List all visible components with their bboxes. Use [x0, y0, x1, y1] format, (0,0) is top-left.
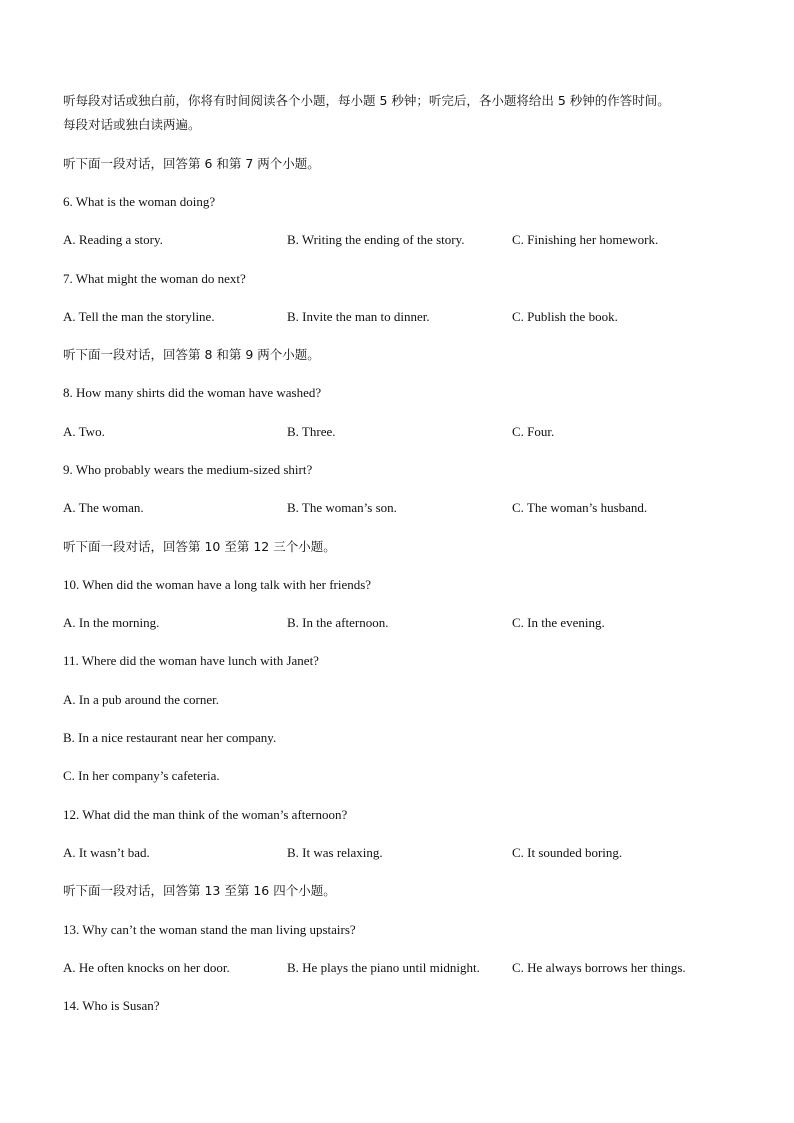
instructions-line-1: 听每段对话或独白前，你将有时间阅读各个小题，每小题 5 秒钟；听完后，各小题将给出 5 秒钟的作答时间。 — [63, 93, 670, 108]
question-12-option-a: A. It wasn’t bad. — [63, 845, 150, 860]
question-10-option-b: B. In the afternoon. — [287, 615, 389, 630]
section-heading-3: 听下面一段对话，回答第 10 至第 12 三个小题。 — [63, 539, 336, 554]
question-6-option-b: B. Writing the ending of the story. — [287, 232, 465, 247]
question-13-option-c: C. He always borrows her things. — [512, 960, 686, 975]
question-8-option-c: C. Four. — [512, 424, 555, 439]
question-11-option-b: B. In a nice restaurant near her company. — [63, 730, 277, 745]
question-11-option-c: C. In her company’s cafeteria. — [63, 768, 220, 783]
question-6-option-a: A. Reading a story. — [63, 232, 163, 247]
question-12-option-c: C. It sounded boring. — [512, 845, 623, 860]
question-6-option-c: C. Finishing her homework. — [512, 232, 659, 247]
question-13: 13. Why can’t the woman stand the man living upstairs? — [63, 922, 356, 937]
section-heading-1: 听下面一段对话，回答第 6 和第 7 两个小题。 — [63, 156, 320, 171]
question-11-option-a: A. In a pub around the corner. — [63, 692, 219, 707]
question-6: 6. What is the woman doing? — [63, 194, 216, 209]
question-10-option-a: A. In the morning. — [63, 615, 160, 630]
question-9: 9. Who probably wears the medium-sized shirt? — [63, 462, 313, 477]
section-heading-4: 听下面一段对话，回答第 13 至第 16 四个小题。 — [63, 883, 336, 898]
question-8-option-a: A. Two. — [63, 424, 105, 439]
question-7-option-b: B. Invite the man to dinner. — [287, 309, 430, 324]
question-8-option-b: B. Three. — [287, 424, 336, 439]
question-13-option-a: A. He often knocks on her door. — [63, 960, 230, 975]
question-9-option-a: A. The woman. — [63, 500, 144, 515]
question-12: 12. What did the man think of the woman’s afternoon? — [63, 807, 348, 822]
question-7-option-a: A. Tell the man the storyline. — [63, 309, 215, 324]
question-10: 10. When did the woman have a long talk with her friends? — [63, 577, 372, 592]
question-12-option-b: B. It was relaxing. — [287, 845, 383, 860]
section-heading-2: 听下面一段对话，回答第 8 和第 9 两个小题。 — [63, 347, 320, 362]
question-9-option-b: B. The woman’s son. — [287, 500, 397, 515]
question-8: 8. How many shirts did the woman have washed? — [63, 385, 322, 400]
question-10-option-c: C. In the evening. — [512, 615, 605, 630]
question-14: 14. Who is Susan? — [63, 998, 160, 1013]
question-13-option-b: B. He plays the piano until midnight. — [287, 960, 480, 975]
instructions-line-2: 每段对话或独白读两遍。 — [63, 117, 201, 132]
question-9-option-c: C. The woman’s husband. — [512, 500, 648, 515]
question-7-option-c: C. Publish the book. — [512, 309, 618, 324]
question-11: 11. Where did the woman have lunch with Janet? — [63, 653, 319, 668]
question-7: 7. What might the woman do next? — [63, 271, 246, 286]
